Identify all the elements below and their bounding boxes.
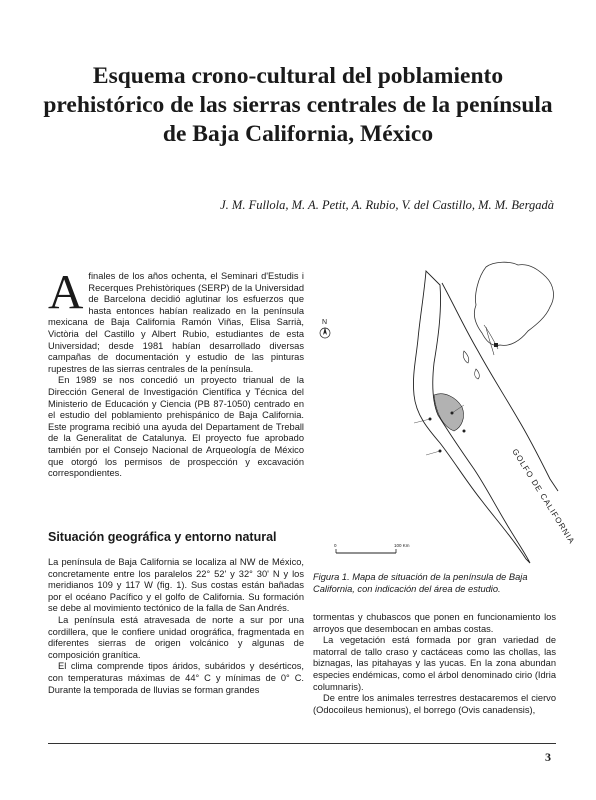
article-title: Esquema crono-cultural del poblamiento prehistórico de las sierras centrales de la península de Baja California, México: [43, 63, 553, 147]
footer-rule: [48, 743, 556, 744]
intro-column: [48, 264, 304, 480]
authors-line: J. M. Fullola, M. A. Petit, A. Rubio, V. del Castillo, M. M. Bergadà: [220, 198, 554, 212]
scale-start-label: 0: [334, 543, 337, 548]
location-map: [314, 255, 577, 573]
intro-paragraph-1: [48, 264, 304, 375]
right-paragraph-1: tormentas y chubascos que ponen en funcionamiento los arroyos que desembocan en ambas costas.: [313, 612, 556, 634]
section-heading: Situación geográfica y entorno natural: [48, 530, 277, 544]
right-paragraph-3: De entre los animales terrestres destacaremos el ciervo (Odocoileus hemionus), el borrego (Ovis canadensis),: [313, 693, 556, 715]
right-paragraph-2: La vegetación está formada por gran variedad de matorral de tallo craso y cactáceas como las chollas, las biznagas, las pitahayas y las yucas. En la zona abundan especies endémicas, como el árbol denominado cirio (Idria columnaris).: [313, 635, 556, 692]
site-leader: [426, 451, 440, 455]
island-2: [475, 369, 480, 379]
site-marker: [463, 430, 466, 433]
intro-text-1: finales de los años ochenta, el Seminari d'Estudis i Recerques Prehistòriques (SERP) de la Universidad de Barcelona decidió aglutinar los esfuerzos que hasta entonces habían realizado en la península mexicana de Baja California Ramón Viñas, Elisa Sarrià, Victòria del Castillo y Albert Rubio, estudiantes de esta Universidad; desde 1981 habían desarrollado diversas campañas de documentación y estudio de las pinturas rupestres de las sierras centrales de la península.: [48, 271, 304, 374]
intro-paragraph-2: En 1989 se nos concedió un proyecto trianual de la Dirección General de Investigación Científica y Técnica del Ministerio de Educación y Ciencia (PB 87-1050) centrado en el estudio del poblamiento prehispánico de Baja California. Este programa recibió una ayuda del Departament de Treball de la Generalitat de Catalunya. El proyecto fue aprobado también por el Consejo Nacional de Arqueología de México que otorgó los permisos de prospección y excavación correspondientes.: [48, 375, 304, 479]
section-paragraph-1: La península de Baja California se localiza al NW de México, concretamente entre los paralelos 22° 52' y 32° 30' N y los meridianos 109 y 117 W (fig. 1). Sus costas están bañadas por el océano Pacífico y el golfo de California. Su formación se debe al movimiento tectónico de la falla de San Andrés.: [48, 557, 304, 614]
gulf-label: GOLFO DE CALIFORNIA: [510, 447, 577, 546]
right-column: [313, 612, 556, 716]
section-column: [48, 557, 304, 696]
inset-study-area-marker: [494, 343, 498, 347]
drop-cap: A: [48, 264, 84, 319]
north-label: N: [322, 319, 328, 326]
section-paragraph-3: El clima comprende tipos áridos, subáridos y desérticos, con temperaturas máximas de 44° C y mínimas de 0° C. Durante la temporada de lluvias se forman grandes: [48, 661, 304, 695]
study-area: [434, 394, 464, 431]
peninsula-outline: [413, 271, 530, 563]
island-1: [463, 351, 469, 363]
page-number: 3: [545, 750, 551, 764]
scale-end-label: 100 Km: [394, 543, 410, 548]
section-paragraph-2: La península está atravesada de norte a sur por una cordillera, que le confiere unidad orográfica, fragmentada en diferentes sierras de origen volcánico y algunas de composición granítica.: [48, 614, 304, 660]
figure-caption: Figura 1. Mapa de situación de la península de Baja California, con indicación del área de estudio.: [313, 572, 528, 594]
mainland-coast: [442, 283, 558, 491]
inset-north-america-outline: [474, 262, 553, 345]
